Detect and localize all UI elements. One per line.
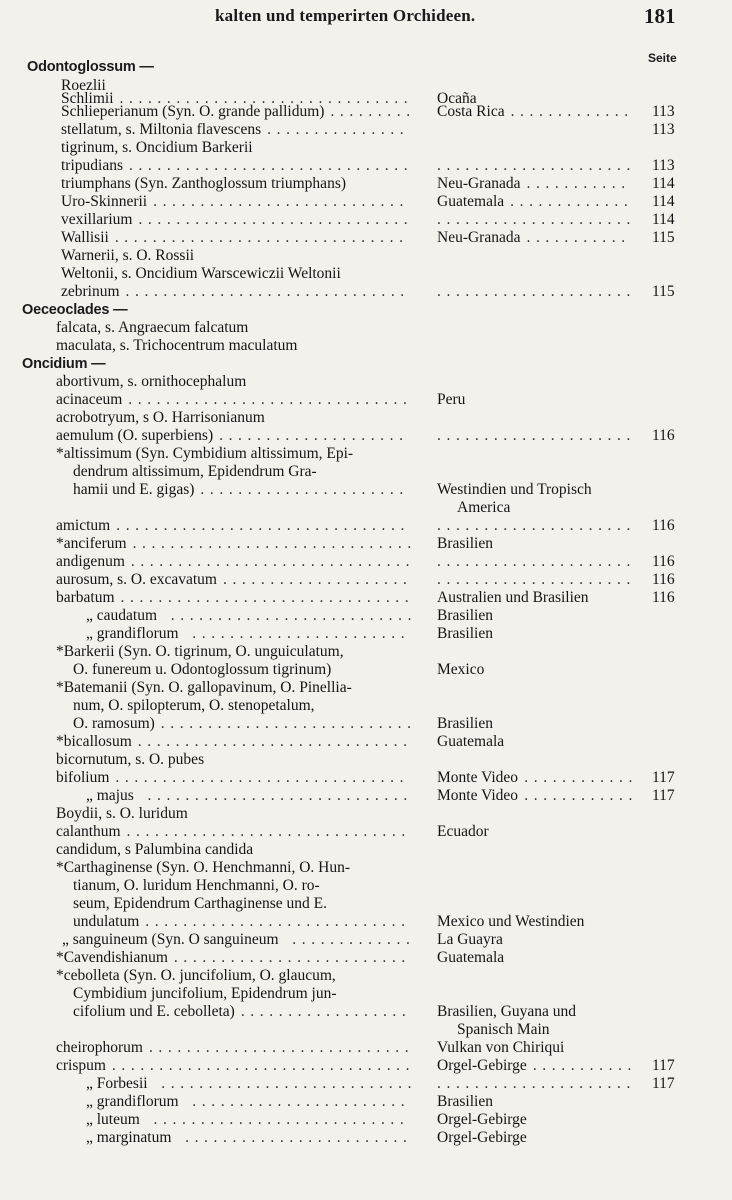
dot-leader: ...............	[267, 121, 410, 138]
species-name: „ luteum	[86, 1111, 140, 1128]
index-entry	[0, 211, 732, 229]
page-ref: 116	[652, 427, 675, 444]
index-entry	[0, 535, 732, 553]
species-name: *Cavendishianum	[56, 949, 168, 966]
index-entry	[0, 1093, 732, 1111]
dot-leader: ............................	[148, 1039, 415, 1056]
index-entry	[0, 391, 732, 409]
species-name: Schlieperianum (Syn. O. grande pallidum)	[61, 103, 325, 120]
page-ref: 114	[652, 211, 675, 228]
location: Monte Video	[437, 787, 519, 804]
dot-leader: .....................	[437, 157, 636, 174]
index-entry	[0, 661, 732, 679]
dot-leader: ..............................	[130, 553, 416, 570]
species-name: Boydii, s. O. luridum	[56, 805, 188, 822]
species-name: tripudians	[61, 157, 123, 174]
page-ref: 116	[652, 571, 675, 588]
species-name: aurosum, s. O. excavatum	[56, 571, 217, 588]
species-name: maculata, s. Trichocentrum maculatum	[56, 337, 298, 354]
index-entry	[0, 1021, 732, 1039]
species-name: hamii und E. gigas)	[73, 481, 195, 498]
dot-leader: ..............................	[132, 535, 417, 552]
dot-leader: ...............................	[114, 229, 409, 246]
species-name: *anciferum	[56, 535, 127, 552]
species-name: barbatum	[56, 589, 115, 606]
genus-heading	[0, 355, 732, 373]
location: Guatemala	[437, 949, 505, 966]
location: La Guayra	[437, 931, 503, 948]
location: Brasilien	[437, 1093, 493, 1110]
dot-leader: .....................	[437, 571, 636, 588]
species-name: Wallisii	[61, 229, 109, 246]
index-entry	[0, 931, 732, 949]
dot-leader: ............................	[145, 913, 411, 930]
dot-leader: .............	[292, 931, 416, 948]
species-name: bifolium	[56, 769, 110, 786]
dot-leader: .....................	[437, 427, 636, 444]
species-name: acrobotryum, s O. Harrisonianum	[56, 409, 265, 426]
location: America	[457, 499, 511, 516]
index-entry	[0, 589, 732, 607]
dot-leader: .....................	[437, 283, 636, 300]
dot-leader: .............	[510, 193, 634, 210]
species-name: num, O. spilopterum, O. stenopetalum,	[73, 697, 315, 714]
index-entry	[0, 1039, 732, 1057]
dot-leader: ................................	[111, 1057, 416, 1074]
dot-leader: ......................	[200, 481, 409, 498]
species-name: cheirophorum	[56, 1039, 143, 1056]
location: Vulkan von Chiriqui	[437, 1039, 565, 1056]
dot-leader: ...........................	[160, 715, 417, 732]
location: Monte Video	[437, 769, 519, 786]
page-ref: 117	[652, 1075, 675, 1092]
species-name: „ grandiflorum	[86, 1093, 179, 1110]
index-entry	[0, 967, 732, 985]
dot-leader: ...............................	[116, 517, 410, 534]
species-name: falcata, s. Angraecum falcatum	[56, 319, 249, 336]
species-name: tianum, O. luridum Henchmanni, O. ro-	[73, 877, 320, 894]
index-entry	[0, 607, 732, 625]
location: Guatemala	[437, 733, 505, 750]
index-entry	[0, 985, 732, 1003]
index-entry	[0, 751, 732, 769]
species-name: stellatum, s. Miltonia flavescens	[61, 121, 262, 138]
location: Orgel-Gebirge	[437, 1111, 527, 1128]
index-entry	[0, 841, 732, 859]
index-entry	[0, 805, 732, 823]
location: Ocaña	[437, 90, 477, 107]
species-name: Roezlii	[61, 77, 106, 94]
dot-leader: ..............................	[128, 391, 413, 408]
index-entry	[0, 157, 732, 175]
dot-leader: ....................	[222, 571, 413, 588]
dot-leader: ...............................	[115, 769, 410, 786]
species-name: *Batemanii (Syn. O. gallopavinum, O. Pinellia-	[56, 679, 352, 696]
index-entry	[0, 463, 732, 481]
dot-leader: .............................	[137, 733, 413, 750]
page-ref: 113	[652, 121, 675, 138]
index-entry	[0, 1075, 732, 1093]
page-ref: 117	[652, 787, 675, 804]
species-name: acinaceum	[56, 391, 123, 408]
location: Mexico und Westindien	[437, 913, 585, 930]
species-name: vexillarium	[61, 211, 133, 228]
location: Brasilien	[437, 625, 493, 642]
index-entry	[0, 1111, 732, 1129]
dot-leader: .....................	[437, 553, 636, 570]
page-number: 181	[644, 4, 676, 28]
index-entry	[0, 517, 732, 535]
index-entry	[0, 409, 732, 427]
index-entry	[0, 427, 732, 445]
species-name: amictum	[56, 517, 111, 534]
page-ref: 114	[652, 175, 675, 192]
dot-leader: .......................	[192, 625, 411, 642]
index-entry	[0, 337, 732, 355]
dot-leader: ...........	[526, 229, 631, 246]
genus-name: Oncidium —	[22, 356, 106, 372]
dot-leader: ...........................	[161, 1075, 418, 1092]
species-name: „ majus	[86, 787, 134, 804]
species-name: abortivum, s. ornithocephalum	[56, 373, 247, 390]
index-entry	[0, 913, 732, 931]
index-entry	[0, 571, 732, 589]
location: Orgel-Gebirge	[437, 1129, 527, 1146]
dot-leader: ............	[524, 769, 638, 786]
species-name: „ marginatum	[86, 1129, 172, 1146]
page-header-title: kalten und temperirten Orchideen.	[215, 6, 476, 25]
species-name: andigenum	[56, 553, 125, 570]
dot-leader: ...........	[532, 1057, 638, 1074]
species-name: tigrinum, s. Oncidium Barkerii	[61, 139, 253, 156]
dot-leader: ............	[524, 787, 638, 804]
index-entry	[0, 103, 732, 121]
location: Peru	[437, 391, 466, 408]
species-name: dendrum altissimum, Epidendrum Gra-	[73, 463, 317, 480]
index-entry	[0, 625, 732, 643]
species-name: triumphans (Syn. Zanthoglossum triumphans)	[61, 175, 347, 192]
location: Brasilien	[437, 715, 493, 732]
species-name: Uro-Skinnerii	[61, 193, 148, 210]
dot-leader: ..............................	[125, 283, 410, 300]
index-entry	[0, 1129, 732, 1147]
page-ref: 116	[652, 517, 675, 534]
species-name: *Barkerii (Syn. O. tigrinum, O. unguiculatum,	[56, 643, 344, 660]
index-entry	[0, 733, 732, 751]
index-entry	[0, 175, 732, 193]
location: Spanisch Main	[457, 1021, 550, 1038]
index-entry	[0, 445, 732, 463]
genus-heading	[0, 301, 732, 319]
dot-leader: ..................	[240, 1003, 412, 1020]
page-ref: 117	[652, 769, 675, 786]
location: Costa Rica	[437, 103, 505, 120]
index-entry	[0, 679, 732, 697]
dot-leader: .............	[510, 103, 634, 120]
index-entry	[0, 823, 732, 841]
species-name: *altissimum (Syn. Cymbidium altissimum, Epi-	[56, 445, 354, 462]
genus-name: Odontoglossum —	[27, 59, 154, 75]
species-name: „ grandiflorum	[86, 625, 179, 642]
genus-heading	[0, 58, 732, 76]
dot-leader: ...............................	[119, 90, 414, 107]
dot-leader: .............................	[138, 211, 414, 228]
page-ref: 117	[652, 1057, 675, 1074]
index-entry	[0, 319, 732, 337]
dot-leader: .......................	[192, 1093, 411, 1110]
dot-leader: .....................	[437, 1075, 636, 1092]
index-entry	[0, 949, 732, 967]
species-name: O. ramosum)	[73, 715, 155, 732]
species-name: candidum, s Palumbina candida	[56, 841, 254, 858]
dot-leader: .........................	[173, 949, 411, 966]
species-name: aemulum (O. superbiens)	[56, 427, 214, 444]
species-name: O. funereum u. Odontoglossum tigrinum)	[73, 661, 332, 678]
index-entry	[0, 553, 732, 571]
dot-leader: ...............................	[120, 589, 415, 606]
location: Guatemala	[437, 193, 505, 210]
species-name: „ Forbesii	[86, 1075, 148, 1092]
index-entry	[0, 769, 732, 787]
species-name: *Carthaginense (Syn. O. Henchmanni, O. Hun-	[56, 859, 351, 876]
index-entry	[0, 481, 732, 499]
index-entry	[0, 787, 732, 805]
index-entry	[0, 373, 732, 391]
species-name: *bicallosum	[56, 733, 132, 750]
index-entry	[0, 1003, 732, 1021]
dot-leader: ..........................	[170, 607, 418, 624]
seite-column-label: Seite	[648, 51, 677, 65]
location: Orgel-Gebirge	[437, 1057, 527, 1074]
dot-leader: ........................	[185, 1129, 413, 1146]
index-entry	[0, 877, 732, 895]
dot-leader: .....................	[437, 211, 636, 228]
page-ref: 113	[652, 103, 675, 120]
species-name: crispum	[56, 1057, 106, 1074]
index-entry	[0, 895, 732, 913]
species-name: seum, Epidendrum Carthaginense und E.	[73, 895, 327, 912]
page-ref: 116	[652, 553, 675, 570]
genus-name: Oeceoclades —	[22, 302, 128, 318]
index-entry	[0, 859, 732, 877]
species-name: Weltonii, s. Oncidium Warscewiczii Weltonii	[61, 265, 341, 282]
species-name: calanthum	[56, 823, 121, 840]
species-name: Warnerii, s. O. Rossii	[61, 247, 195, 264]
index-entry	[0, 139, 732, 157]
dot-leader: .........	[330, 103, 416, 120]
species-name: undulatum	[73, 913, 140, 930]
dot-leader: ...........	[526, 175, 631, 192]
dot-leader: ....................	[219, 427, 409, 444]
page-ref: 116	[652, 589, 675, 606]
location: Australien und Brasilien	[437, 589, 589, 606]
species-name: *cebolleta (Syn. O. juncifolium, O. glaucum,	[56, 967, 336, 984]
species-name: zebrinum	[61, 283, 120, 300]
page-ref: 115	[652, 229, 675, 246]
species-name: Cymbidium juncifolium, Epidendrum jun-	[73, 985, 337, 1002]
dot-leader: ...........................	[153, 1111, 410, 1128]
page-ref: 113	[652, 157, 675, 174]
dot-leader: ...........................	[153, 193, 409, 210]
index-entry	[0, 229, 732, 247]
index-entry	[0, 265, 732, 283]
page-ref: 115	[652, 283, 675, 300]
index-entry	[0, 643, 732, 661]
location: Westindien und Tropisch	[437, 481, 592, 498]
location: Neu-Granada	[437, 229, 521, 246]
species-name: cifolium und E. cebolleta)	[73, 1003, 235, 1020]
index-entry	[0, 1057, 732, 1075]
location: Brasilien	[437, 535, 493, 552]
page-ref: 114	[652, 193, 675, 210]
species-name: Schlimii	[61, 90, 114, 107]
dot-leader: .....................	[437, 517, 636, 534]
species-name: „ sanguineum (Syn. O sanguineum	[62, 931, 279, 948]
index-entry	[0, 697, 732, 715]
dot-leader: ..............................	[126, 823, 411, 840]
location: Neu-Granada	[437, 175, 521, 192]
index-entry	[0, 283, 732, 301]
species-name: „ caudatum	[86, 607, 158, 624]
location: Brasilien, Guyana und	[437, 1003, 577, 1020]
species-name: bicornutum, s. O. pubes	[56, 751, 205, 768]
index-entry	[0, 715, 732, 733]
location: Brasilien	[437, 607, 493, 624]
index-entry	[0, 121, 732, 139]
index-entry	[0, 499, 732, 517]
index-entry	[0, 247, 732, 265]
index-entry	[0, 193, 732, 211]
location: Ecuador	[437, 823, 489, 840]
dot-leader: ............................	[147, 787, 413, 804]
dot-leader: ..............................	[128, 157, 414, 174]
location: Mexico	[437, 661, 485, 678]
